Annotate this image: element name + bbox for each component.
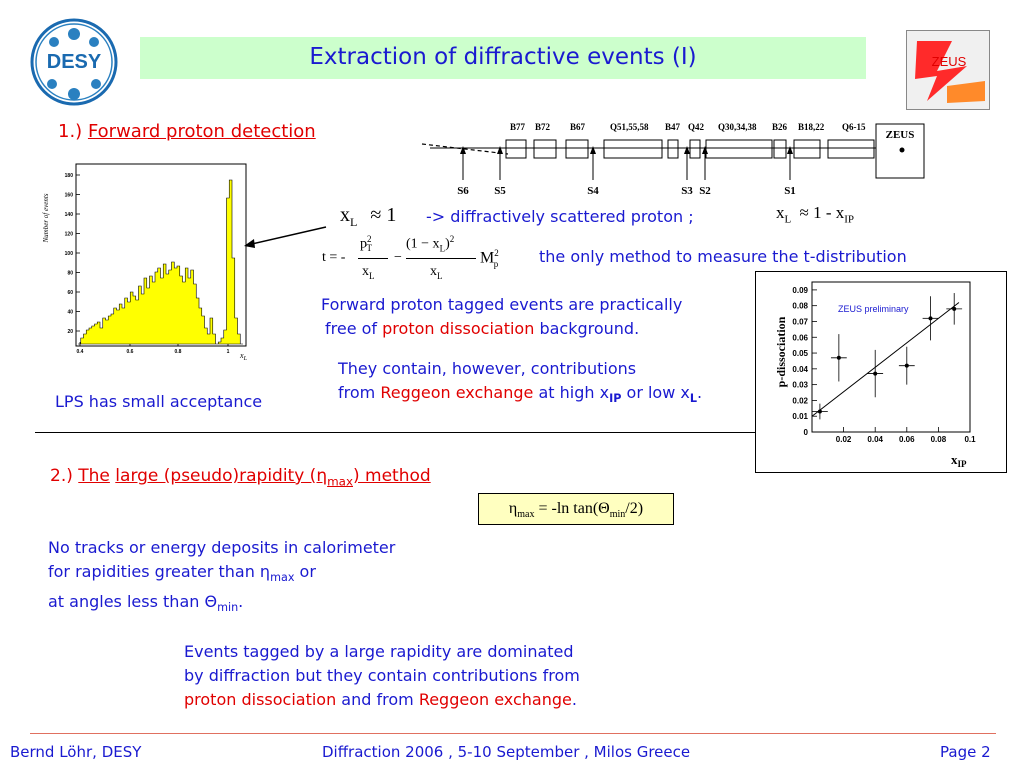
pdis-xticks bbox=[836, 427, 976, 444]
magnet-label: B26 bbox=[772, 122, 788, 132]
magnet-box bbox=[690, 140, 700, 158]
pdis-point bbox=[923, 296, 939, 340]
histogram-ytick-label: 80 bbox=[67, 270, 73, 277]
magnet-label: B77 bbox=[510, 122, 526, 132]
footer-page: Page 2 bbox=[940, 743, 991, 761]
diffractive-proton-text: -> diffractively scattered proton ; bbox=[426, 207, 694, 226]
pdis-point bbox=[831, 334, 847, 381]
page-title: Extraction of diffractive events (I) bbox=[309, 44, 697, 70]
section1-heading: 1.) Forward proton detection bbox=[58, 121, 316, 142]
footer-divider bbox=[30, 733, 996, 734]
pdis-ytick-label: 0.03 bbox=[792, 380, 808, 390]
magnet-label: B72 bbox=[535, 122, 551, 132]
p-dissociation-plot-panel bbox=[755, 271, 1007, 473]
station-label: S1 bbox=[784, 185, 796, 197]
magnet-label: B47 bbox=[665, 122, 681, 132]
magnet-label: Q6-15 bbox=[842, 122, 866, 132]
section-divider bbox=[35, 432, 755, 433]
station-label: S5 bbox=[494, 185, 506, 197]
footer-author: Bernd Löhr, DESY bbox=[10, 743, 142, 761]
pdis-marker bbox=[818, 409, 822, 413]
magnet-box bbox=[604, 140, 662, 158]
pdis-xtick-label: 0.04 bbox=[867, 435, 883, 444]
magnet-box bbox=[794, 140, 820, 158]
pdis-fit-line bbox=[812, 303, 959, 417]
pdis-marker bbox=[837, 356, 841, 360]
desy-logo bbox=[28, 14, 120, 110]
pdis-xtick-label: 0.06 bbox=[899, 435, 915, 444]
pdis-point bbox=[899, 347, 915, 385]
pdis-ytick-label: 0 bbox=[803, 428, 808, 437]
magnet-box bbox=[506, 140, 526, 158]
pdis-marker bbox=[929, 316, 933, 320]
eq-xl-1-minus-xip: $x_L \approx 1 - x_{IP}$ bbox=[776, 203, 855, 226]
pdis-ytick-label: 0.04 bbox=[792, 364, 808, 374]
pdis-title: ZEUS preliminary bbox=[838, 304, 909, 314]
histogram-xtick-label: 0.4 bbox=[76, 349, 84, 355]
histogram-xtick-label: 0.6 bbox=[126, 349, 134, 355]
histogram-xlabel: $x_L$ bbox=[240, 351, 247, 362]
pdis-ytick-label: 0.06 bbox=[792, 333, 808, 343]
pdis-xlabel: $x_{IP}$ bbox=[951, 452, 967, 469]
xl-histogram bbox=[40, 158, 252, 363]
pdis-ytick-label: 0.02 bbox=[792, 396, 808, 406]
magnet-box bbox=[566, 140, 588, 158]
histogram-pointer-arrow bbox=[240, 222, 330, 252]
histogram-bars bbox=[78, 180, 243, 344]
magnet-label: Q42 bbox=[688, 122, 705, 132]
zeus-logo bbox=[906, 30, 990, 110]
histogram-ytick-label: 140 bbox=[64, 212, 73, 218]
pdis-ytick-label: 0.09 bbox=[792, 285, 808, 295]
tagged-paragraph: Forward proton tagged events are practically free of proton dissociation background. bbox=[321, 295, 683, 338]
only-method-text: the only method to measure the t-distribution bbox=[539, 247, 907, 266]
histogram-ytick-label: 160 bbox=[64, 192, 73, 199]
histogram-ylabel: Number of events bbox=[42, 193, 50, 243]
pdis-ytick-label: 0.08 bbox=[792, 301, 808, 311]
eta-max-equation: $\eta_{max} = -\ln$ $\tan(\Theta_{min}/2)$ bbox=[478, 493, 674, 525]
histogram-ytick-label: 40 bbox=[67, 309, 73, 316]
pdis-marker bbox=[873, 372, 877, 376]
pdis-point bbox=[867, 350, 883, 397]
pdis-xtick-label: 0.08 bbox=[930, 435, 947, 444]
pdis-ytick-label: 0.05 bbox=[792, 349, 808, 359]
magnet-box bbox=[706, 140, 772, 158]
histogram-xtick-label: 1 bbox=[226, 349, 230, 355]
beamline-diagram bbox=[420, 118, 930, 200]
pdis-yticks bbox=[792, 286, 817, 437]
station-label: S4 bbox=[587, 185, 599, 197]
magnet-label: Q51,55,58 bbox=[610, 122, 649, 132]
desy-logo-text: DESY bbox=[46, 51, 102, 73]
station-label: S6 bbox=[457, 185, 469, 197]
pdis-point bbox=[946, 293, 962, 325]
histogram-ytick-label: 20 bbox=[67, 329, 73, 335]
zeus-detector-label: ZEUS bbox=[885, 129, 915, 141]
histogram-ytick-label: 180 bbox=[64, 173, 73, 179]
contain-paragraph: They contain, however, contributions from Reggeon exchange at high $x_{IP}$ or low $x_L$. bbox=[338, 359, 703, 406]
eq-xl-approx-1: $x_L \approx 1$ bbox=[340, 204, 397, 229]
pdis-ytick-label: 0.07 bbox=[792, 317, 808, 327]
station-label: S3 bbox=[681, 185, 693, 197]
histogram-ytick-label: 100 bbox=[64, 251, 73, 257]
magnet-box bbox=[668, 140, 678, 158]
histogram-xtick-label: 0.8 bbox=[174, 349, 182, 355]
footer-conference: Diffraction 2006 , 5-10 September , Milos Greece bbox=[322, 743, 691, 761]
events-tagged-paragraph: Events tagged by a large rapidity are dominated by diffraction but they contain contributions from proton dissociation and from Reggeon exchange. bbox=[184, 642, 580, 709]
pdis-xtick-label: 0.02 bbox=[835, 435, 852, 444]
p-dissociation-plot bbox=[756, 272, 1006, 472]
histogram-ytick-label: 60 bbox=[67, 290, 73, 296]
histogram-ytick-label: 120 bbox=[64, 231, 73, 238]
eq-t-formula: t = - $p^2_T$ $x_L$ − $(1 - x_L)^2$ $x_L$ $M^2_p$ bbox=[322, 234, 499, 281]
pdis-ytick-label: 0.01 bbox=[792, 412, 808, 422]
histogram-yticks bbox=[65, 173, 80, 335]
magnet-box bbox=[534, 140, 556, 158]
pdis-marker bbox=[952, 307, 956, 311]
pdis-xtick-label: 0.1 bbox=[964, 435, 976, 444]
magnet-label: B67 bbox=[570, 122, 586, 132]
rapidity-paragraph: No tracks or energy deposits in calorimeter for rapidities greater than $\eta_{max}$ or at angles less than $\Theta_{min}$. bbox=[48, 538, 396, 615]
magnet-label: Q30,34,38 bbox=[718, 122, 757, 132]
pdis-ylabel: p-dissociation bbox=[774, 316, 788, 388]
station-label: S2 bbox=[699, 185, 711, 197]
magnet-box bbox=[828, 140, 874, 158]
magnet-label: B18,22 bbox=[798, 122, 825, 132]
lps-note: LPS has small acceptance bbox=[55, 392, 263, 411]
magnet-box bbox=[774, 140, 786, 158]
pdis-marker bbox=[905, 364, 909, 368]
zeus-logo-text: ZEUS bbox=[931, 54, 967, 69]
section2-heading: 2.) The large (pseudo)rapidity $(\eta_{max})$ method bbox=[50, 466, 431, 489]
